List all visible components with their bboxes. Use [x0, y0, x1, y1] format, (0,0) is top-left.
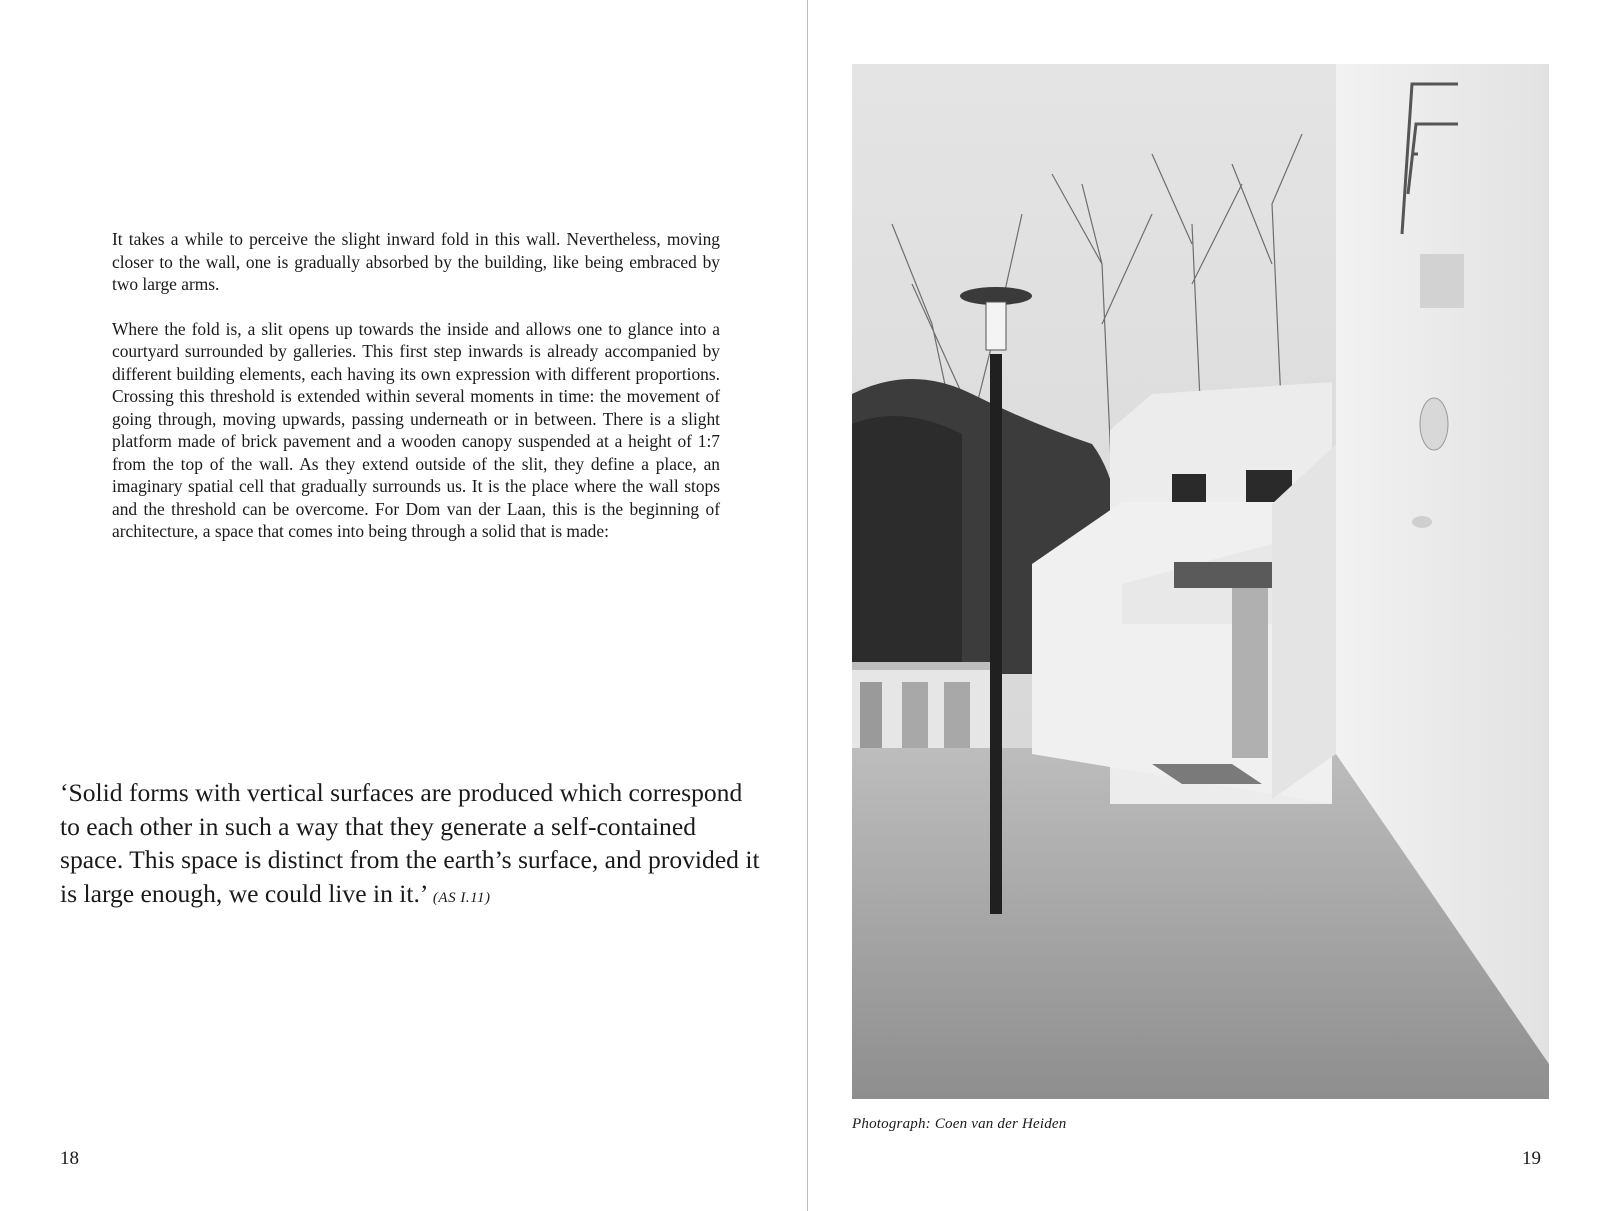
quote-text: ‘Solid forms with vertical surfaces are produced which correspond to each other in such a way that they generate a self-contained space. This space is distinct from the earth’s surface, and provided it is large enough, we could live in it.’ — [60, 778, 760, 908]
gutter-line — [807, 0, 808, 1211]
block-quote — [60, 776, 760, 915]
paragraph-1: It takes a while to perceive the slight inward fold in this wall. Nevertheless, moving closer to the wall, one is gradually absorbed by the building, like being embraced by two large arms. — [112, 229, 720, 294]
page-number-right: 19 — [1522, 1148, 1541, 1169]
photo-icon — [852, 64, 1549, 1099]
photo-caption: Photograph: Coen van der Heiden — [852, 1116, 1067, 1132]
page-number-left: 18 — [60, 1148, 79, 1169]
body-text — [112, 228, 720, 565]
quote-citation: (AS I.11) — [432, 889, 491, 906]
paragraph-2: Where the fold is, a slit opens up towards the inside and allows one to glance into a courtyard surrounded by galleries. This first step inwards is already accompanied by different building elements, each having its own expression with different proportions. Crossing this threshold is extended within several moments in time: the movement of going through, moving upwards, passing underneath or in between. There is a slight platform made of brick pavement and a wooden canopy suspended at a height of 1:7 from the top of the wall. As they extend outside of the slit, they define a place, an imaginary spatial cell that gradually surrounds us. It is the place where the wall stops and the threshold can be overcome. For Dom van der Laan, this is the beginning of architecture, a space that comes into being through a solid that is made: — [112, 318, 720, 541]
